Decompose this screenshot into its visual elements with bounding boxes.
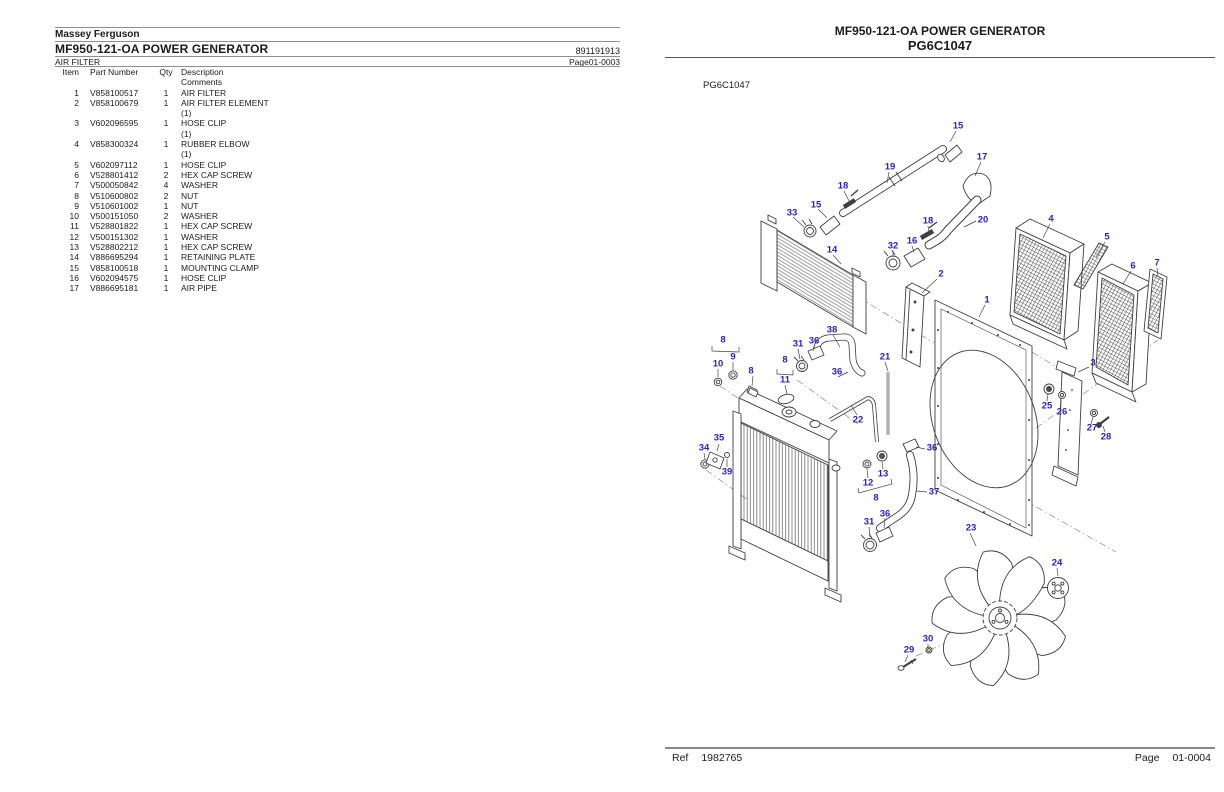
- callout-8: 8: [720, 334, 726, 346]
- table-row: [55, 139, 269, 160]
- callout-8: 8: [782, 354, 788, 366]
- cell-item: 9: [74, 200, 79, 211]
- cell-description: NUT: [181, 190, 199, 201]
- brand-name: Massey Ferguson: [55, 29, 140, 40]
- footer-rule: [665, 747, 1215, 749]
- cell-qty: 4: [163, 180, 169, 191]
- callout-36: 36: [879, 508, 891, 520]
- cell-part-number: V858100679: [90, 97, 139, 108]
- table-row: [55, 170, 269, 180]
- callout-24: 24: [1051, 557, 1063, 569]
- cell-description: WASHER: [181, 211, 218, 222]
- cell-item: 10: [69, 211, 79, 222]
- cell-item: 11: [70, 221, 79, 232]
- page-value: 01-0004: [1172, 752, 1211, 764]
- cell-description: WASHER: [181, 231, 218, 242]
- table-row: [55, 221, 269, 231]
- radiator: [729, 386, 841, 602]
- cell-comment: (1): [181, 149, 192, 160]
- cell-part-number: V602096595: [90, 118, 139, 129]
- parts-table-body: [55, 88, 269, 294]
- cell-item: 16: [69, 272, 79, 283]
- parts-table-header: [55, 67, 269, 88]
- part-24-hub: [1048, 578, 1069, 599]
- callout-15: 15: [810, 199, 822, 211]
- cell-item: 6: [74, 169, 79, 180]
- part-11-plate: [777, 393, 795, 406]
- table-row: [55, 283, 269, 293]
- page-title: MF950-121-OA POWER GENERATOR: [55, 42, 269, 56]
- diagram-page-title: MF950-121-OA POWER GENERATOR: [834, 24, 1046, 38]
- footer: [665, 752, 1215, 764]
- table-row: [55, 98, 269, 119]
- part-23-fan: [929, 549, 1070, 690]
- callout-13: 13: [877, 468, 889, 480]
- cell-part-number: V886695294: [90, 252, 139, 263]
- diagram-code-title: PG6C1047: [907, 38, 973, 53]
- callout-14: 14: [826, 244, 838, 256]
- table-row: [55, 211, 269, 221]
- part-7-panel: [1144, 269, 1167, 339]
- callout-18: 18: [922, 215, 934, 227]
- page-label: Page: [1134, 752, 1160, 764]
- callout-36: 36: [831, 366, 843, 378]
- callout-35: 35: [713, 432, 725, 444]
- col-part-number: Part Number: [90, 67, 139, 77]
- callout-31: 31: [863, 516, 875, 528]
- cell-part-number: V528802212: [90, 242, 139, 253]
- part-25-grommet: [1044, 384, 1054, 394]
- part-15-mounting-clamp: [820, 216, 840, 235]
- cell-item: 13: [69, 242, 79, 253]
- cell-description: RETAINING PLATE: [181, 252, 256, 263]
- cell-part-number: V886695181: [90, 283, 139, 294]
- callout-9: 9: [730, 351, 736, 363]
- cell-description: AIR FILTER: [181, 87, 227, 98]
- part-13-screw: [877, 451, 887, 461]
- cell-item: 1: [74, 87, 79, 98]
- callout-20: 20: [977, 214, 989, 226]
- table-row: [55, 88, 269, 98]
- cell-description: NUT: [181, 200, 199, 211]
- part-6-grille: [1092, 264, 1152, 402]
- table-row: [55, 201, 269, 211]
- callout-26: 26: [1056, 406, 1068, 418]
- table-row: [55, 232, 269, 242]
- cell-qty: 1: [163, 118, 169, 129]
- part-10-washer: [714, 378, 722, 386]
- table-row: [55, 242, 269, 252]
- callout-34: 34: [698, 442, 710, 454]
- part-4-grille: [1010, 219, 1084, 349]
- callout-39: 39: [721, 466, 733, 478]
- cell-item: 12: [69, 231, 79, 242]
- part-3-mounting-bar: [1052, 361, 1082, 486]
- figure-label: PG6C1047: [703, 80, 751, 91]
- cell-description: AIR FILTER ELEMENT (1): [181, 97, 269, 119]
- cell-item: 7: [74, 180, 79, 191]
- callout-17: 17: [976, 151, 988, 163]
- callout-29: 29: [903, 644, 915, 656]
- cell-qty: 1: [163, 252, 169, 263]
- part-2-bracket: [902, 283, 930, 367]
- cell-part-number: V528801822: [90, 221, 139, 232]
- cell-comment: (1): [181, 108, 192, 119]
- parts-table: [55, 67, 269, 294]
- part-32-hose-clip: [884, 250, 900, 270]
- callout-12: 12: [862, 477, 874, 489]
- cell-description: HEX CAP SCREW: [181, 242, 253, 253]
- callout-33: 33: [786, 207, 798, 219]
- col-description-label: Description: [181, 67, 224, 77]
- leader-lines: [704, 131, 1158, 662]
- cell-qty: 1: [163, 139, 169, 150]
- col-qty: Qty: [159, 67, 173, 77]
- cell-item: 8: [74, 190, 79, 201]
- ref-value: 1982765: [701, 752, 743, 764]
- right-page: [665, 0, 1215, 792]
- header-rule: [665, 57, 1215, 58]
- divider: [55, 27, 620, 28]
- cell-item: 14: [69, 252, 79, 263]
- cell-part-number: V500151302: [90, 231, 139, 242]
- callout-19: 19: [884, 161, 896, 173]
- header-row: [55, 67, 269, 88]
- callout-15: 15: [952, 120, 964, 132]
- ref-label: Ref: [672, 752, 689, 764]
- part-27-washer: [1091, 410, 1098, 417]
- table-row: [55, 180, 269, 190]
- cell-part-number: V858300324: [90, 139, 139, 150]
- cell-qty: 2: [163, 211, 169, 222]
- cell-description: HOSE CLIP: [181, 272, 227, 283]
- callout-16: 16: [906, 235, 918, 247]
- cell-description: HOSE CLIP (1): [181, 118, 269, 139]
- callout-6: 6: [1130, 260, 1136, 272]
- part-19-air-pipe: [843, 149, 943, 213]
- cell-qty: 1: [163, 283, 169, 294]
- cell-item: 2: [74, 97, 79, 108]
- col-item: Item: [62, 67, 79, 77]
- cell-part-number: V500151050: [90, 211, 139, 222]
- cell-qty: 1: [163, 272, 169, 283]
- cell-qty: 2: [163, 190, 169, 201]
- part-36-hose-a: [808, 346, 824, 360]
- cell-item: 3: [74, 118, 79, 129]
- cell-qty: 1: [163, 159, 169, 170]
- callout-2: 2: [938, 268, 944, 280]
- callout-36: 36: [926, 442, 938, 454]
- cell-part-number: V602094575: [90, 272, 139, 283]
- part-36-hose-top: [903, 439, 919, 452]
- part-1-fan-shroud: [911, 300, 1057, 536]
- callout-25: 25: [1041, 400, 1053, 412]
- cell-part-number: V510601002: [90, 200, 139, 211]
- cell-description: HOSE CLIP: [181, 159, 227, 170]
- callout-22: 22: [852, 414, 864, 426]
- cell-part-number: V528801412: [90, 169, 139, 180]
- callout-31: 31: [792, 338, 804, 350]
- cell-part-number: V602097112: [90, 159, 138, 170]
- callout-7: 7: [1154, 257, 1160, 269]
- cell-comment: (1): [181, 128, 192, 139]
- cell-qty: 1: [163, 87, 169, 98]
- title-row: [55, 42, 620, 56]
- part-26-nut: [1059, 392, 1066, 399]
- cell-qty: 2: [163, 169, 169, 180]
- part-30-washer: [926, 647, 932, 653]
- callout-8: 8: [873, 492, 879, 504]
- doc-number: 891191913: [575, 46, 620, 56]
- callout-37: 37: [928, 486, 940, 498]
- cell-part-number: V858100517: [90, 87, 139, 98]
- callout-30: 30: [922, 633, 934, 645]
- cell-qty: 1: [163, 97, 169, 108]
- table-row: [55, 252, 269, 262]
- part-33-hose-clip: [802, 219, 816, 237]
- section-title: AIR FILTER: [55, 57, 101, 67]
- callout-4: 4: [1048, 213, 1054, 225]
- exploded-parts-diagram: [665, 100, 1215, 745]
- callout-5: 5: [1104, 231, 1110, 243]
- table-row: [55, 118, 269, 139]
- part-31-clamp-a: [794, 356, 808, 372]
- callout-11: 11: [779, 374, 791, 386]
- table-row: [55, 160, 269, 170]
- cell-part-number: V510600802: [90, 190, 139, 201]
- part-16-hose-clip: [904, 248, 925, 267]
- cell-description: AIR PIPE: [181, 283, 217, 294]
- cell-qty: 1: [163, 242, 169, 253]
- diagram: [665, 100, 1215, 745]
- col-comments-label: Comments: [181, 77, 223, 88]
- part-29-bolt: [898, 659, 916, 670]
- callout-38: 38: [826, 324, 838, 336]
- cell-qty: 1: [163, 200, 169, 211]
- cell-part-number: V858100518: [90, 262, 139, 273]
- cell-qty: 1: [163, 221, 169, 232]
- part-31-clamp-b: [861, 534, 877, 552]
- cell-part-number: V500050842: [90, 180, 139, 191]
- callout-1: 1: [984, 294, 990, 306]
- cell-qty: 1: [163, 231, 169, 242]
- cell-item: 5: [74, 159, 79, 170]
- callout-8: 8: [748, 365, 754, 377]
- page-ref: Page01-0003: [568, 57, 620, 67]
- callout-18: 18: [837, 180, 849, 192]
- left-page: [55, 0, 620, 792]
- part-9-nut: [729, 371, 737, 379]
- callout-3: 3: [1090, 357, 1096, 369]
- callout-36: 36: [808, 335, 820, 347]
- table-row: [55, 273, 269, 283]
- part-28-pin: [1097, 417, 1110, 428]
- callout-21: 21: [879, 351, 891, 363]
- cell-item: 17: [69, 283, 79, 294]
- cell-description: MOUNTING CLAMP: [181, 262, 259, 273]
- cell-description: WASHER: [181, 180, 218, 191]
- callout-23: 23: [965, 522, 977, 534]
- part-12-washer: [863, 460, 871, 468]
- callout-27: 27: [1086, 422, 1098, 434]
- callout-28: 28: [1100, 431, 1112, 443]
- cell-qty: 1: [163, 262, 169, 273]
- callout-32: 32: [887, 240, 899, 252]
- cell-item: 4: [74, 139, 79, 150]
- col-description: [181, 67, 269, 88]
- cell-description: HEX CAP SCREW: [181, 221, 253, 232]
- part-39-bolt: [725, 453, 730, 458]
- cell-item: 15: [69, 262, 79, 273]
- table-row: [55, 191, 269, 201]
- table-row: [55, 263, 269, 273]
- cell-description: HEX CAP SCREW: [181, 169, 253, 180]
- callout-10: 10: [712, 358, 724, 370]
- cell-description: RUBBER ELBOW (1): [181, 139, 269, 160]
